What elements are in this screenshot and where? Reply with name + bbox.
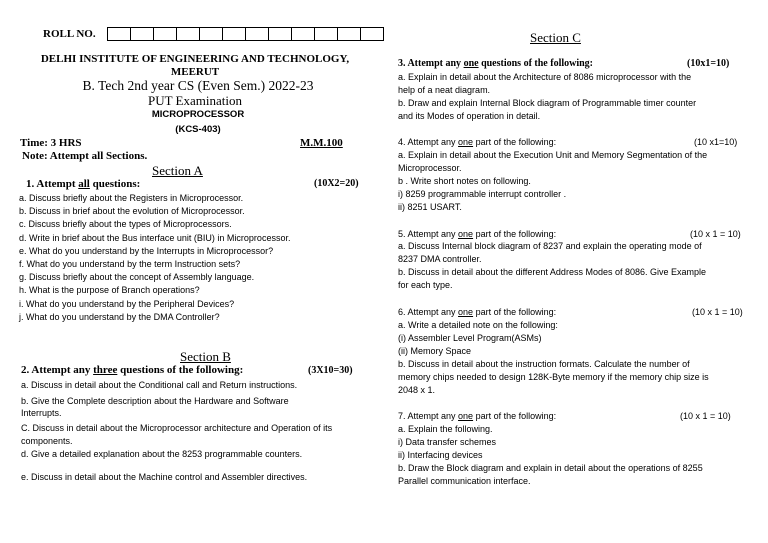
roll-digit-box[interactable]: [153, 27, 176, 41]
section-b-question-a: a. Discuss in detail about the Conditional call and Return instructions.: [21, 380, 298, 390]
q3-marks: (10x1=10): [687, 58, 730, 69]
q5-instruction: 5. Attempt any one part of the following:: [398, 229, 557, 239]
subject-code: (KCS-403): [175, 124, 221, 135]
roll-no-label: ROLL NO.: [43, 28, 96, 40]
question-line: a. Explain the following.: [398, 424, 493, 434]
section-b-question-c: C. Discuss in detail about the Microprocessor architecture and Operation of its: [21, 423, 333, 433]
roll-digit-box[interactable]: [314, 27, 337, 41]
question-line: ii) Interfacing devices: [398, 450, 483, 460]
q6-instruction: 6. Attempt any one part of the following:: [398, 307, 557, 317]
roll-digit-box[interactable]: [107, 27, 130, 41]
q7-marks: (10 x 1 = 10): [680, 411, 731, 421]
question-line: memory chips needed to design 128K-Byte memory if the memory chip size is: [398, 372, 709, 382]
question-line: (i) Assembler Level Program(ASMs): [398, 333, 542, 343]
institute-name: DELHI INSTITUTE OF ENGINEERING AND TECHNOLOGY,: [40, 53, 350, 65]
q3-instruction: 3. Attempt any one questions of the following:: [398, 58, 594, 69]
question-line: a. Discuss Internal block diagram of 8237 and explain the operating mode of: [398, 241, 702, 251]
section-a-questions: [19, 192, 290, 324]
roll-digit-box[interactable]: [199, 27, 222, 41]
q5-body: [398, 240, 706, 292]
question-line: ii) 8251 USART.: [398, 202, 462, 212]
question-line: 2048 x 1.: [398, 385, 436, 395]
section-a-question: e. What do you understand by the Interrupts in Microprocessor?: [19, 245, 274, 256]
section-a-question: c. Discuss briefly about the types of Microprocessors.: [19, 219, 232, 230]
section-a-question: i. What do you understand by the Peripheral Devices?: [19, 298, 235, 309]
question-line: b . Write short notes on following.: [398, 176, 531, 186]
section-a-question: b. Discuss in brief about the evolution of Microprocessor.: [19, 206, 245, 217]
section-a-question: j. What do you understand by the DMA Controller?: [19, 311, 220, 322]
roll-digit-box[interactable]: [337, 27, 360, 41]
note: Note: Attempt all Sections.: [22, 150, 148, 162]
section-b-question-b-cont: Interrupts.: [21, 408, 62, 418]
q4-marks: (10 x1=10): [694, 137, 738, 147]
roll-number-boxes[interactable]: [107, 27, 384, 41]
section-a-question: h. What is the purpose of Branch operations?: [19, 285, 200, 296]
section-c-title: Section C: [530, 30, 581, 45]
question-line: a. Explain in detail about the Execution Unit and Memory Segmentation of the: [398, 150, 708, 160]
section-b-question-d: d. Give a detailed explanation about the 8253 programmable counters.: [21, 449, 303, 459]
section-b-question-e: e. Discuss in detail about the Machine control and Assembler directives.: [21, 472, 308, 482]
section-a-title: Section A: [152, 163, 203, 178]
question-line: b. Discuss in detail about the instruction formats. Calculate the number of: [398, 359, 690, 369]
roll-digit-box[interactable]: [291, 27, 314, 41]
section-a-question: d. Write in brief about the Bus interface unit (BIU) in Microprocessor.: [19, 232, 291, 243]
exam-title: PUT Examination: [147, 93, 242, 108]
question-line: Parallel communication interface.: [398, 476, 531, 486]
q7-body: [398, 423, 703, 488]
section-b-question-b: b. Give the Complete description about the Hardware and Software: [21, 396, 289, 406]
section-b-marks: (3X10=30): [308, 365, 353, 376]
question-line: b. Draw and explain Internal Block diagram of Programmable timer counter: [398, 98, 697, 108]
roll-digit-box[interactable]: [360, 27, 384, 41]
roll-digit-box[interactable]: [245, 27, 268, 41]
question-line: help of a neat diagram.: [398, 85, 491, 95]
institute-city: MEERUT: [170, 66, 220, 78]
roll-digit-box[interactable]: [176, 27, 199, 41]
question-line: and its Modes of operation in detail.: [398, 111, 541, 121]
max-marks: M.M.100: [300, 137, 343, 149]
roll-digit-box[interactable]: [130, 27, 153, 41]
roll-digit-box[interactable]: [222, 27, 245, 41]
question-line: i) 8259 programmable interrupt controller .: [398, 189, 567, 199]
subject-title: MICROPROCESSOR: [151, 109, 245, 120]
section-a-question: a. Discuss briefly about the Registers in Microprocessor.: [19, 193, 244, 203]
question-line: a. Explain in detail about the Architecture of 8086 microprocessor with the: [398, 72, 692, 82]
question-line: a. Write a detailed note on the following:: [398, 320, 558, 330]
question-line: for each type.: [398, 280, 453, 290]
question-line: (ii) Memory Space: [398, 346, 472, 356]
roll-digit-box[interactable]: [268, 27, 291, 41]
section-b-title: Section B: [180, 349, 231, 364]
q7-instruction: 7. Attempt any one part of the following:: [398, 411, 557, 421]
question-line: 8237 DMA controller.: [398, 254, 482, 264]
q3-body: [398, 71, 696, 123]
section-a-instruction: 1. Attempt all questions:: [26, 178, 141, 190]
question-line: i) Data transfer schemes: [398, 437, 497, 447]
section-a-question: g. Discuss briefly about the concept of Assembly language.: [19, 272, 255, 283]
question-line: b. Discuss in detail about the different Address Modes of 8086. Give Example: [398, 267, 707, 277]
q6-marks: (10 x 1 = 10): [692, 307, 743, 317]
exam-time: Time: 3 HRS: [20, 137, 82, 149]
section-a-marks: (10X2=20): [314, 178, 359, 189]
section-b-instruction: 2. Attempt any three questions of the following:: [21, 364, 244, 376]
q4-body: [398, 149, 707, 214]
q4-instruction: 4. Attempt any one part of the following:: [398, 137, 557, 147]
course-title: B. Tech 2nd year CS (Even Sem.) 2022-23: [82, 78, 314, 93]
q5-marks: (10 x 1 = 10): [690, 229, 741, 239]
q6-body: [398, 319, 709, 397]
section-b-question-c-cont: components.: [21, 436, 73, 446]
question-line: b. Draw the Block diagram and explain in detail about the operations of 8255: [398, 463, 703, 473]
question-line: Microprocessor.: [398, 163, 462, 173]
section-a-question: f. What do you understand by the term Instruction sets?: [19, 259, 241, 270]
